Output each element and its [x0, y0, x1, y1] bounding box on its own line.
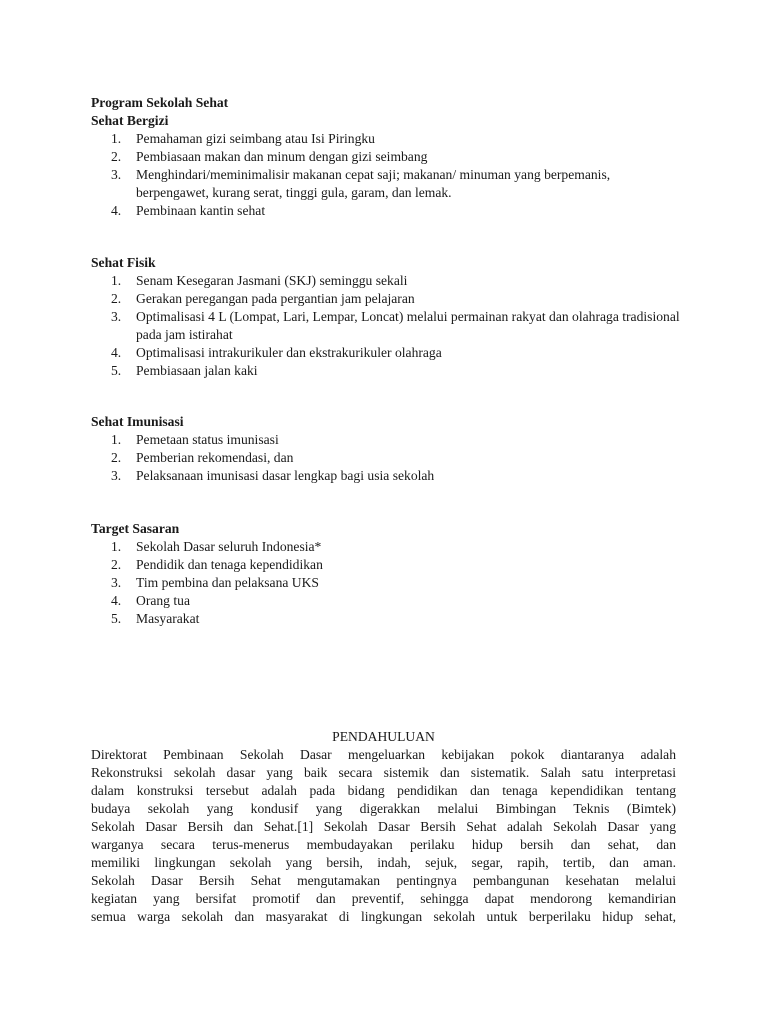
list-item	[91, 344, 681, 362]
list-item-text: Optimalisasi intrakurikuler dan ekstrakurikuler olahraga	[136, 345, 442, 360]
list-number: 3.	[111, 575, 122, 590]
list-number: 1.	[111, 273, 122, 288]
intro-paragraph	[91, 746, 676, 926]
list-item-text: Pemetaan status imunisasi	[136, 432, 279, 447]
numbered-list	[91, 538, 681, 628]
list-item	[91, 130, 681, 148]
list-item	[91, 556, 681, 574]
section-heading: Sehat Bergizi	[91, 113, 169, 128]
list-item	[91, 362, 681, 380]
list-item-text: Orang tua	[136, 593, 190, 608]
list-item	[91, 166, 681, 202]
list-item-text: Menghindari/meminimalisir makanan cepat saji; makanan/ minuman yang berpemanis, berpengawet, kurang serat, tinggi gula, garam, dan lemak.	[136, 167, 611, 200]
list-number: 3.	[111, 309, 122, 324]
section-heading: Sehat Fisik	[91, 255, 156, 270]
list-item-text: Pembiasaan makan dan minum dengan gizi seimbang	[136, 149, 428, 164]
list-item	[91, 148, 681, 166]
section-sehat-imunisasi	[91, 413, 681, 485]
section-pendahuluan	[91, 728, 676, 926]
list-number: 5.	[111, 611, 122, 626]
list-item	[91, 538, 681, 556]
list-number: 4.	[111, 345, 122, 360]
list-item	[91, 467, 681, 485]
paragraph-line: semua warga sekolah dan masyarakat di lingkungan sekolah untuk berperilaku hidup sehat,	[91, 909, 676, 924]
list-item-text: Pendidik dan tenaga kependidikan	[136, 557, 323, 572]
list-number: 2.	[111, 291, 122, 306]
paragraph-line: warganya secara terus-menerus membudayakan perilaku hidup bersih dan sehat, dan	[91, 837, 676, 852]
paragraph-line: dalam konstruksi tersebut adalah pada bidang pendidikan dan tenaga kependidikan tentang	[91, 783, 676, 798]
list-item	[91, 272, 681, 290]
section-sehat-fisik	[91, 254, 681, 380]
list-item-text: Pelaksanaan imunisasi dasar lengkap bagi usia sekolah	[136, 468, 435, 483]
numbered-list	[91, 130, 681, 220]
list-number: 2.	[111, 149, 122, 164]
list-item-text: Optimalisasi 4 L (Lompat, Lari, Lempar, Loncat) melalui permainan rakyat dan olahraga tradisional pada jam istirahat	[136, 309, 680, 342]
list-number: 1.	[111, 539, 122, 554]
list-item	[91, 308, 681, 344]
list-number: 5.	[111, 363, 122, 378]
list-item	[91, 449, 681, 467]
list-item-text: Masyarakat	[136, 611, 200, 626]
intro-title: PENDAHULUAN	[332, 729, 435, 744]
list-item	[91, 574, 681, 592]
paragraph-line: kegiatan yang bersifat promotif dan preventif, sehingga dapat mendorong kemandirian	[91, 891, 676, 906]
list-item-text: Pemahaman gizi seimbang atau Isi Piringku	[136, 131, 375, 146]
list-number: 1.	[111, 432, 122, 447]
paragraph-line: Direktorat Pembinaan Sekolah Dasar mengeluarkan kebijakan pokok diantaranya adalah	[91, 747, 676, 762]
list-item	[91, 431, 681, 449]
paragraph-line: Sekolah Dasar Bersih dan Sehat.[1] Sekolah Dasar Bersih Sehat adalah Sekolah Dasar yang	[91, 819, 676, 834]
list-item-text: Pembinaan kantin sehat	[136, 203, 266, 218]
list-number: 2.	[111, 557, 122, 572]
paragraph-line: Sekolah Dasar Bersih Sehat mengutamakan pentingnya pembangunan kesehatan melalui	[91, 873, 676, 888]
list-number: 2.	[111, 450, 122, 465]
numbered-list	[91, 431, 681, 485]
paragraph-line: budaya sekolah yang kondusif yang digerakkan melalui Bimbingan Teknis (Bimtek)	[91, 801, 676, 816]
numbered-list	[91, 272, 681, 380]
list-number: 3.	[111, 468, 122, 483]
list-item	[91, 290, 681, 308]
list-item-text: Sekolah Dasar seluruh Indonesia*	[136, 539, 322, 554]
list-item-text: Gerakan peregangan pada pergantian jam pelajaran	[136, 291, 415, 306]
section-target-sasaran	[91, 520, 681, 628]
list-number: 1.	[111, 131, 122, 146]
list-item	[91, 202, 681, 220]
list-number: 4.	[111, 593, 122, 608]
section-heading: Sehat Imunisasi	[91, 414, 184, 429]
paragraph-line: Rekonstruksi sekolah dasar yang baik secara sistemik dan sistematik. Salah satu interpretasi	[91, 765, 676, 780]
list-item	[91, 610, 681, 628]
list-item	[91, 592, 681, 610]
section-heading: Target Sasaran	[91, 521, 180, 536]
document-title: Program Sekolah Sehat	[91, 95, 229, 110]
list-item-text: Pemberian rekomendasi, dan	[136, 450, 294, 465]
list-item-text: Pembiasaan jalan kaki	[136, 363, 258, 378]
paragraph-line: memiliki lingkungan sekolah yang bersih, indah, sejuk, segar, rapih, tertib, dan aman.	[91, 855, 676, 870]
list-item-text: Senam Kesegaran Jasmani (SKJ) seminggu sekali	[136, 273, 408, 288]
section-sehat-bergizi	[91, 94, 681, 220]
list-item-text: Tim pembina dan pelaksana UKS	[136, 575, 319, 590]
list-number: 4.	[111, 203, 122, 218]
list-number: 3.	[111, 167, 122, 182]
